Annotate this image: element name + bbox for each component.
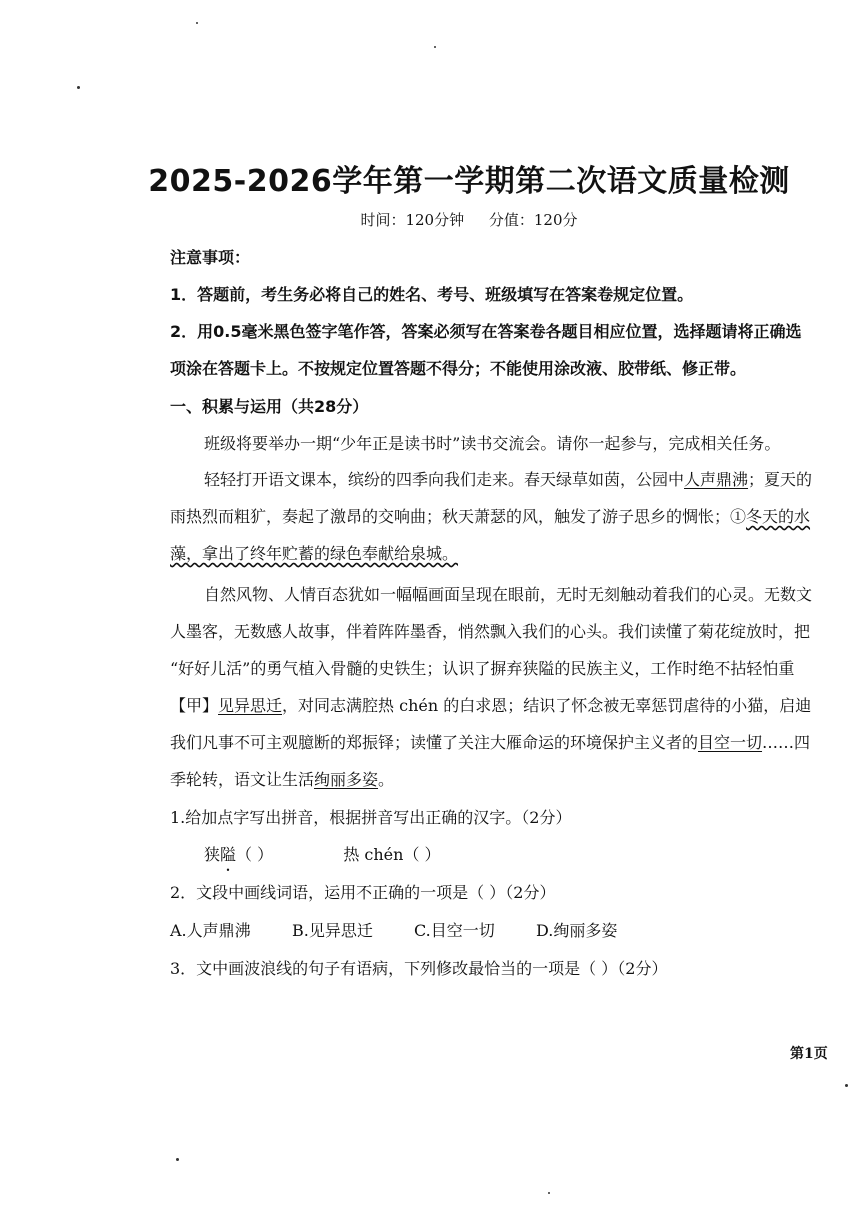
passage-2-line-1: 自然风物、人情百态犹如一幅幅画面呈现在眼前，无时无刻触动着我们的心灵。无数文 [204, 585, 813, 604]
passage-1-line-2: 雨热烈而粗犷，奏起了激昂的交响曲；秋天萧瑟的风，触发了游子思乡的惆怅；①冬天的水 [170, 507, 811, 526]
passage-2-line-6: 季轮转，语文让生活绚丽多姿。 [170, 770, 395, 789]
question-1-stem: 1.给加点字写出拼音，根据拼音写出正确的汉字。（2分） [170, 808, 572, 827]
answer-blank[interactable]: （ ） [236, 845, 274, 864]
option-c[interactable]: C.目空一切 [414, 921, 495, 940]
note-item-1: 1．答题前，考生务必将自己的姓名、考号、班级填写在答案卷规定位置。 [170, 285, 694, 304]
scan-speck [548, 1192, 550, 1194]
wavy-sentence: 冬天的水 [746, 507, 811, 526]
blank-marker: 【甲】 [170, 696, 219, 715]
underlined-phrase: 人声鼎沸 [684, 470, 749, 489]
option-a[interactable]: A.人声鼎沸 [170, 921, 251, 940]
option-b[interactable]: B.见异思迁 [292, 921, 373, 940]
time-limit: 时间：120分钟 [360, 211, 465, 229]
notes-heading: 注意事项： [170, 248, 251, 267]
page-number: 第1页 [790, 1046, 828, 1062]
section-intro: 班级将要举办一期“少年正是读书时”读书交流会。请你一起参与，完成相关任务。 [204, 434, 781, 453]
exam-title: 2025-2026学年第一学期第二次语文质量检测 [148, 164, 790, 199]
option-d[interactable]: D.绚丽多姿 [536, 921, 618, 940]
scan-speck [77, 86, 80, 89]
underlined-phrase: 见异思迁 [218, 696, 283, 715]
wavy-sentence: 藻，拿出了终年贮蓄的绿色奉献给泉城。 [170, 544, 459, 563]
note-item-2-line-2: 项涂在答题卡上。不按规定位置答题不得分；不能使用涂改液、胶带纸、修正带。 [170, 359, 747, 378]
scan-speck [434, 46, 436, 48]
underlined-phrase: 绚丽多姿 [314, 770, 379, 789]
question-2-stem: 2．文段中画线词语，运用不正确的一项是（ ）（2分） [170, 883, 556, 902]
passage-2-line-5: 我们凡事不可主观臆断的郑振铎；读懂了关注大雁命运的环境保护主义者的目空一切……四 [170, 733, 811, 752]
note-item-2-line-1: 2．用0.5毫米黑色签字笔作答，答案必须写在答案卷各题目相应位置，选择题请将正确选 [170, 322, 802, 341]
scan-speck [176, 1158, 179, 1161]
question-2-options [170, 921, 830, 941]
passage-1-line-3 [170, 544, 830, 564]
passage-2-line-4: 【甲】见异思迁，对同志满腔热 chén 的白求恩；结识了怀念被无辜惩罚虐待的小猫，启迪 [170, 696, 812, 715]
scan-speck [196, 22, 198, 24]
underlined-phrase: 目空一切 [698, 733, 763, 752]
passage-1-line-1: 轻轻打开语文课本，缤纷的四季向我们走来。春天绿草如茵，公园中人声鼎沸；夏天的 [204, 470, 813, 489]
passage-2-line-3: “好好儿活”的勇气植入骨髓的史铁生；认识了摒弃狭隘的民族主义，工作时绝不拈轻怕重 [170, 659, 795, 678]
section-heading: 一、积累与运用（共28分） [170, 397, 369, 416]
exam-info [0, 209, 868, 230]
question-1-items: 狭隘（ ） 热 chén（ ） [204, 845, 441, 864]
passage-2-line-2: 人墨客，无数感人故事，伴着阵阵墨香，悄然飘入我们的心头。我们读懂了菊花绽放时，把 [170, 622, 811, 641]
total-score: 分值：120分 [488, 211, 578, 229]
answer-blank[interactable]: （ ） [403, 845, 441, 864]
scan-speck [845, 1084, 848, 1087]
dotted-char: 隘 [220, 845, 237, 864]
question-3-stem: 3．文中画波浪线的句子有语病，下列修改最恰当的一项是（ ）（2分） [170, 959, 668, 978]
